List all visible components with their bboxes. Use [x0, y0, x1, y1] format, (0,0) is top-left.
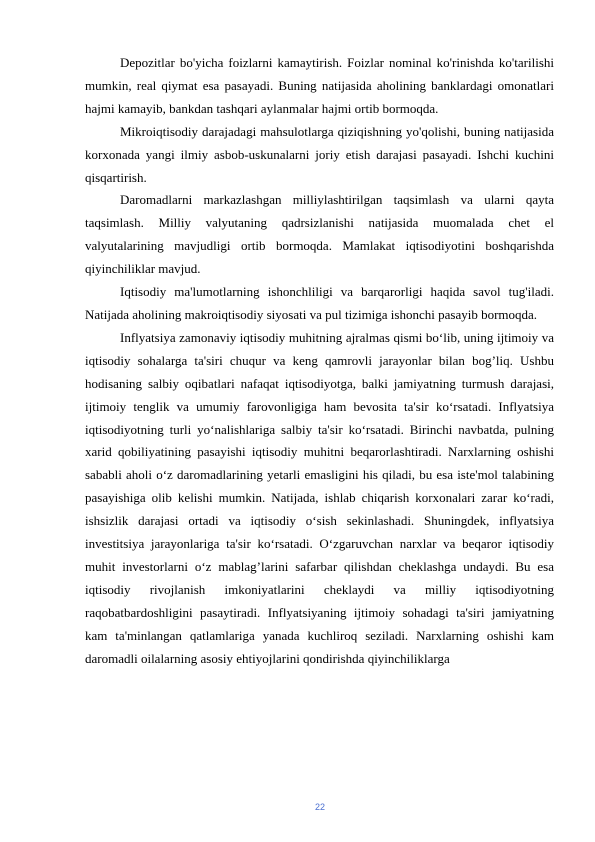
paragraph-micro-level: Mikroiqtisodiy darajadagi mahsulotlarga qiziqishning yo'qolishi, buning natijasida korxonada yangi ilmiy asbob-uskunalarni joriy etish darajasi pasayadi. Ishchi kuchini qisqartirish.	[85, 123, 554, 185]
paragraph-income-distribution: Daromadlarni markazlashgan milliylashtirilgan taqsimlash va ularni qayta taqsimlash. Milliy valyutaning qadrsizlanishi natijasida muomalada chet el valyutalarining mavjudligi ortib bormoqda. Mamlakat iqtisodiyotini boshqarishda qiyinchiliklar mavjud.	[85, 192, 554, 277]
page-number: 22	[314, 802, 325, 812]
paragraph-inflation: Inflyatsiya zamonaviy iqtisodiy muhitning ajralmas qismi bo‘lib, uning ijtimoiy va iqtisodiy sohalarga ta'siri chuqur va keng qamrovli jarayonlar bilan bog’liq. Ushbu hodisaning salbiy oqibatlari nafaqat iqtisodiyotga, balki jamiyatning turmush darajasi, ijtimoiy tenglik va umumiy farovonligiga ham bevosita ta'sir ko‘rsatadi. Inflyatsiya iqtisodiyotning turli yo‘nalishlariga salbiy ta'sir ko‘rsatadi. Birinchi navbatda, pulning xarid qobiliyatining pasayishi iqtisodiy muhitni beqarorlashtiradi. Narxlarning oshishi sababli aholi o‘z daromadlarining yetarli emasligini his qiladi, bu esa iste'mol talabining pasayishiga olib kelishi mumkin. Natijada, ishlab chiqarish korxonalari zarar ko‘radi, ishsizlik darajasi ortadi va iqtisodiy o‘sish sekinlashadi. Shuningdek, inflyatsiya investitsiya jarayonlariga ta'sir ko‘rsatadi. O‘zgaruvchan narxlar va beqaror iqtisodiy muhit investorlarni o‘z mablag’larini safarbar qilishdan cheklashga undaydi. Bu esa iqtisodiy rivojlanish imkoniyatlarini cheklaydi va milliy iqtisodiyotning raqobatbardoshligini pasaytiradi. Inflyatsiyaning ijtimoiy sohadagi ta'siri jamiyatning kam ta'minlangan qatlamlariga yanada kuchliroq seziladi. Narxlarning oshishi kam daromadli oilalarning asosiy ehtiyojlarini qondirishda qiyinchiliklarga	[85, 329, 554, 666]
paragraph-data-reliability: Iqtisodiy ma'lumotlarning ishonchliligi va barqarorligi haqida savol tug'iladi. Natijada aholining makroiqtisodiy siyosati va pul tizimiga ishonchi pasayib bormoqda.	[85, 284, 554, 322]
paragraph-deposits: Depozitlar bo'yicha foizlarni kamaytirish. Foizlar nominal ko'rinishda ko'tarilishi mumkin, real qiymat esa pasayadi. Buning natijasida aholining banklardagi omonatlari hajmi kamayib, bankdan tashqari aylanmalar hajmi ortib bormoqda.	[85, 55, 554, 116]
body-text	[85, 52, 554, 670]
